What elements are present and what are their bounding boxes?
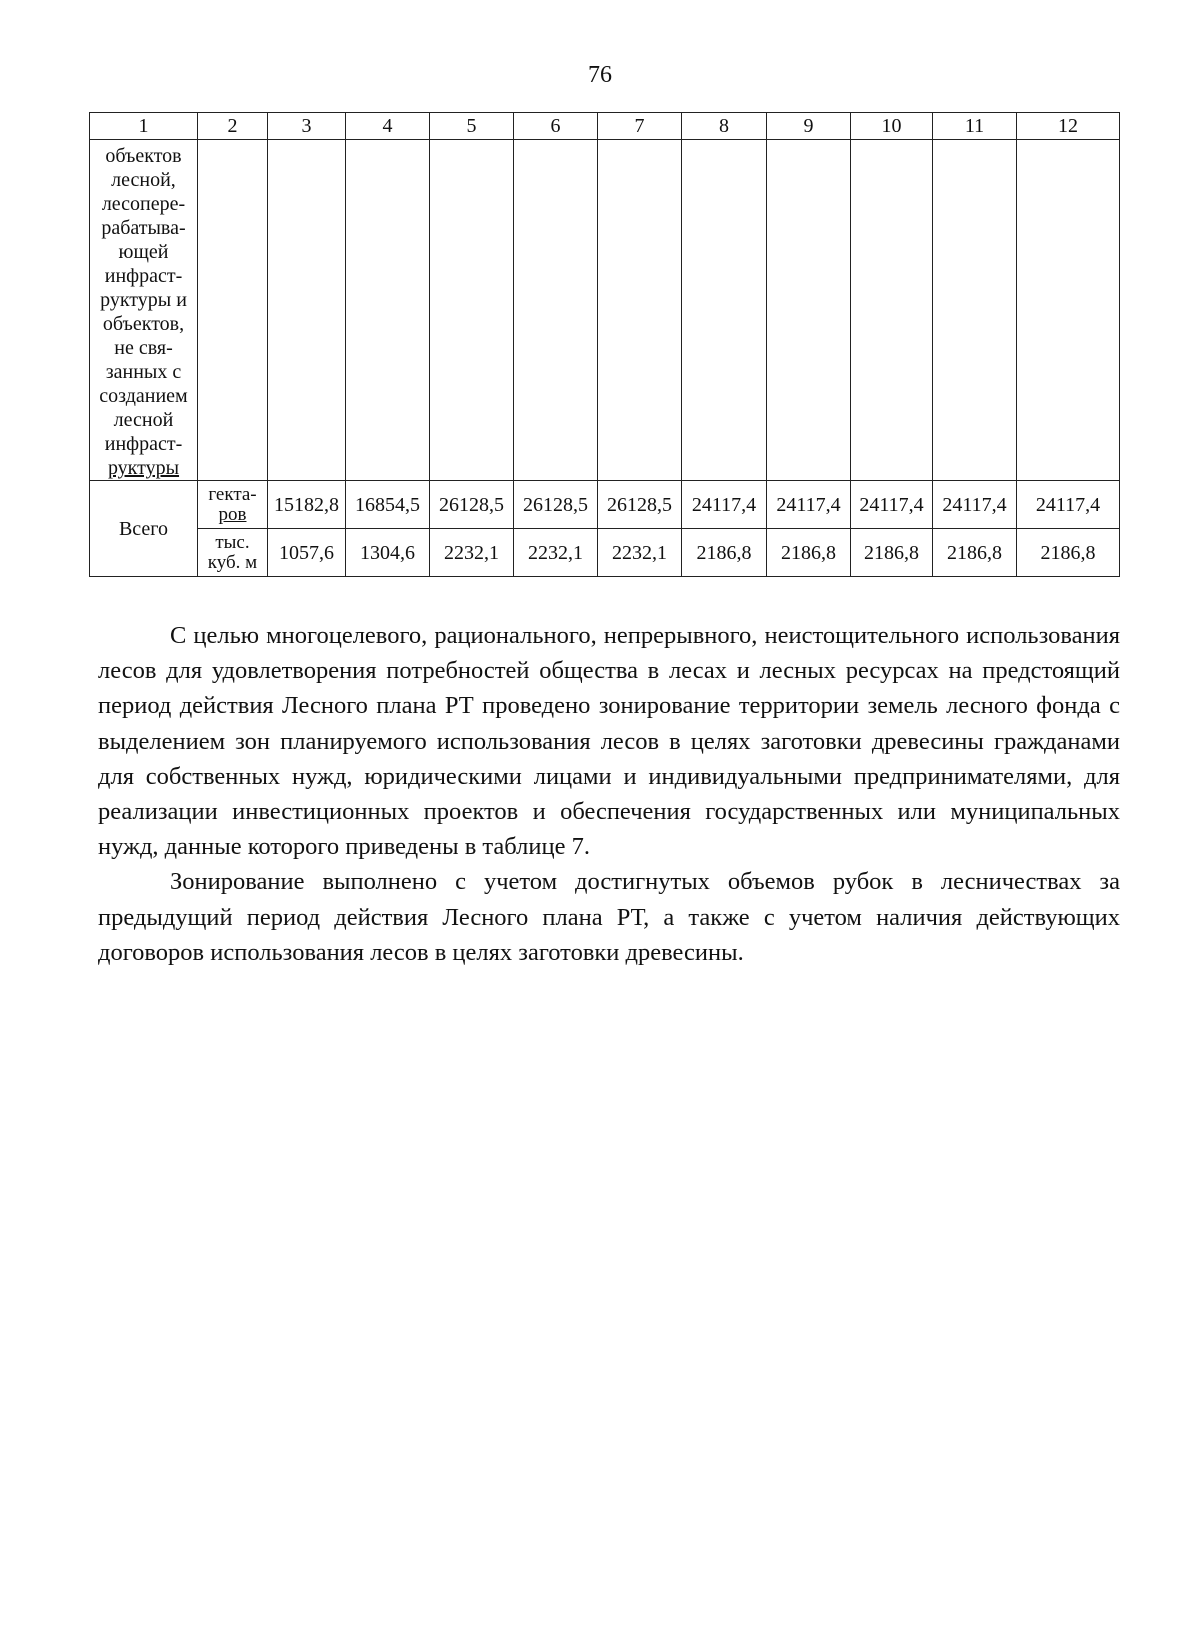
empty-cell — [346, 140, 430, 481]
value-cell: 2186,8 — [767, 529, 851, 577]
description-line: созданием — [99, 385, 188, 407]
empty-cell — [198, 140, 268, 481]
column-header: 9 — [767, 113, 851, 140]
column-header: 3 — [268, 113, 346, 140]
unit-line: тыс. — [215, 531, 250, 553]
unit-line: гекта- — [208, 483, 257, 505]
value-cell: 2186,8 — [682, 529, 767, 577]
page-number: 76 — [588, 62, 612, 88]
value-cell: 2232,1 — [514, 529, 598, 577]
empty-cell — [430, 140, 514, 481]
description-line: лесной, — [111, 169, 176, 191]
empty-cell — [851, 140, 933, 481]
description-line: руктуры и — [100, 289, 187, 311]
description-line: ющей — [118, 241, 169, 263]
column-header: 10 — [851, 113, 933, 140]
value-cell: 2232,1 — [430, 529, 514, 577]
empty-cell — [682, 140, 767, 481]
forest-data-table — [89, 112, 1120, 577]
description-line: объектов — [105, 145, 182, 167]
value-cell: 24117,4 — [1017, 481, 1120, 529]
value-cell: 2186,8 — [1017, 529, 1120, 577]
paragraph: Зонирование выполнено с учетом достигнутых объемов рубок в лесничествах за предыдущий период действия Лесного плана РТ, а также с учетом наличия действующих договоров использования лесов в целях заготовки древесины. — [98, 868, 1120, 966]
column-header: 2 — [198, 113, 268, 140]
value-cell: 2186,8 — [851, 529, 933, 577]
description-line: инфраст- — [104, 265, 183, 287]
body-text — [98, 618, 1120, 970]
value-cell: 26128,5 — [514, 481, 598, 529]
empty-cell — [268, 140, 346, 481]
value-cell: 1057,6 — [268, 529, 346, 577]
description-line: инфраст- — [104, 433, 183, 455]
unit-line: ров — [218, 503, 247, 525]
column-header: 12 — [1017, 113, 1120, 140]
unit-line: куб. м — [207, 551, 258, 573]
row-description-cell — [90, 140, 198, 481]
description-line: не свя- — [114, 337, 173, 359]
column-header: 1 — [90, 113, 198, 140]
value-cell: 2186,8 — [933, 529, 1017, 577]
column-header: 8 — [682, 113, 767, 140]
unit-cell-hectares — [198, 481, 268, 529]
description-row — [90, 140, 1120, 481]
description-line: лесной — [113, 409, 174, 431]
total-volume-row — [90, 529, 1120, 577]
paragraph: С целью многоцелевого, рационального, непрерывного, неистощительного использования лесов для удовлетворения потребностей общества в лесах и лесных ресурсах на предстоящий период действия Лесного плана РТ проведено зонирование территории земель лесного фонда с выделением зон планируемого использования лесов в целях заготовки древесины гражданами для собственных нужд, юридическими лицами и индивидуальными предпринимателями, для реализации инвестиционных проектов и обеспечения государственных или муниципальных нужд, данные которого приведены в таблице 7. — [98, 622, 1120, 861]
column-header: 7 — [598, 113, 682, 140]
value-cell: 15182,8 — [268, 481, 346, 529]
empty-cell — [514, 140, 598, 481]
total-hectares-row — [90, 481, 1120, 529]
empty-cell — [598, 140, 682, 481]
description-line: рабатыва- — [101, 217, 186, 239]
column-header: 5 — [430, 113, 514, 140]
description-line: занных с — [105, 361, 182, 383]
value-cell: 16854,5 — [346, 481, 430, 529]
value-cell: 24117,4 — [682, 481, 767, 529]
description-line: объектов, — [102, 313, 185, 335]
empty-cell — [767, 140, 851, 481]
value-cell: 1304,6 — [346, 529, 430, 577]
value-cell: 26128,5 — [598, 481, 682, 529]
value-cell: 24117,4 — [851, 481, 933, 529]
column-number-row — [90, 113, 1120, 140]
empty-cell — [1017, 140, 1120, 481]
column-header: 4 — [346, 113, 430, 140]
total-label: Всего — [90, 481, 198, 577]
unit-cell-volume — [198, 529, 268, 577]
empty-cell — [933, 140, 1017, 481]
column-header: 11 — [933, 113, 1017, 140]
description-line: руктуры — [107, 457, 180, 479]
value-cell: 24117,4 — [767, 481, 851, 529]
value-cell: 24117,4 — [933, 481, 1017, 529]
value-cell: 2232,1 — [598, 529, 682, 577]
value-cell: 26128,5 — [430, 481, 514, 529]
description-line: лесопере- — [101, 193, 186, 215]
column-header: 6 — [514, 113, 598, 140]
